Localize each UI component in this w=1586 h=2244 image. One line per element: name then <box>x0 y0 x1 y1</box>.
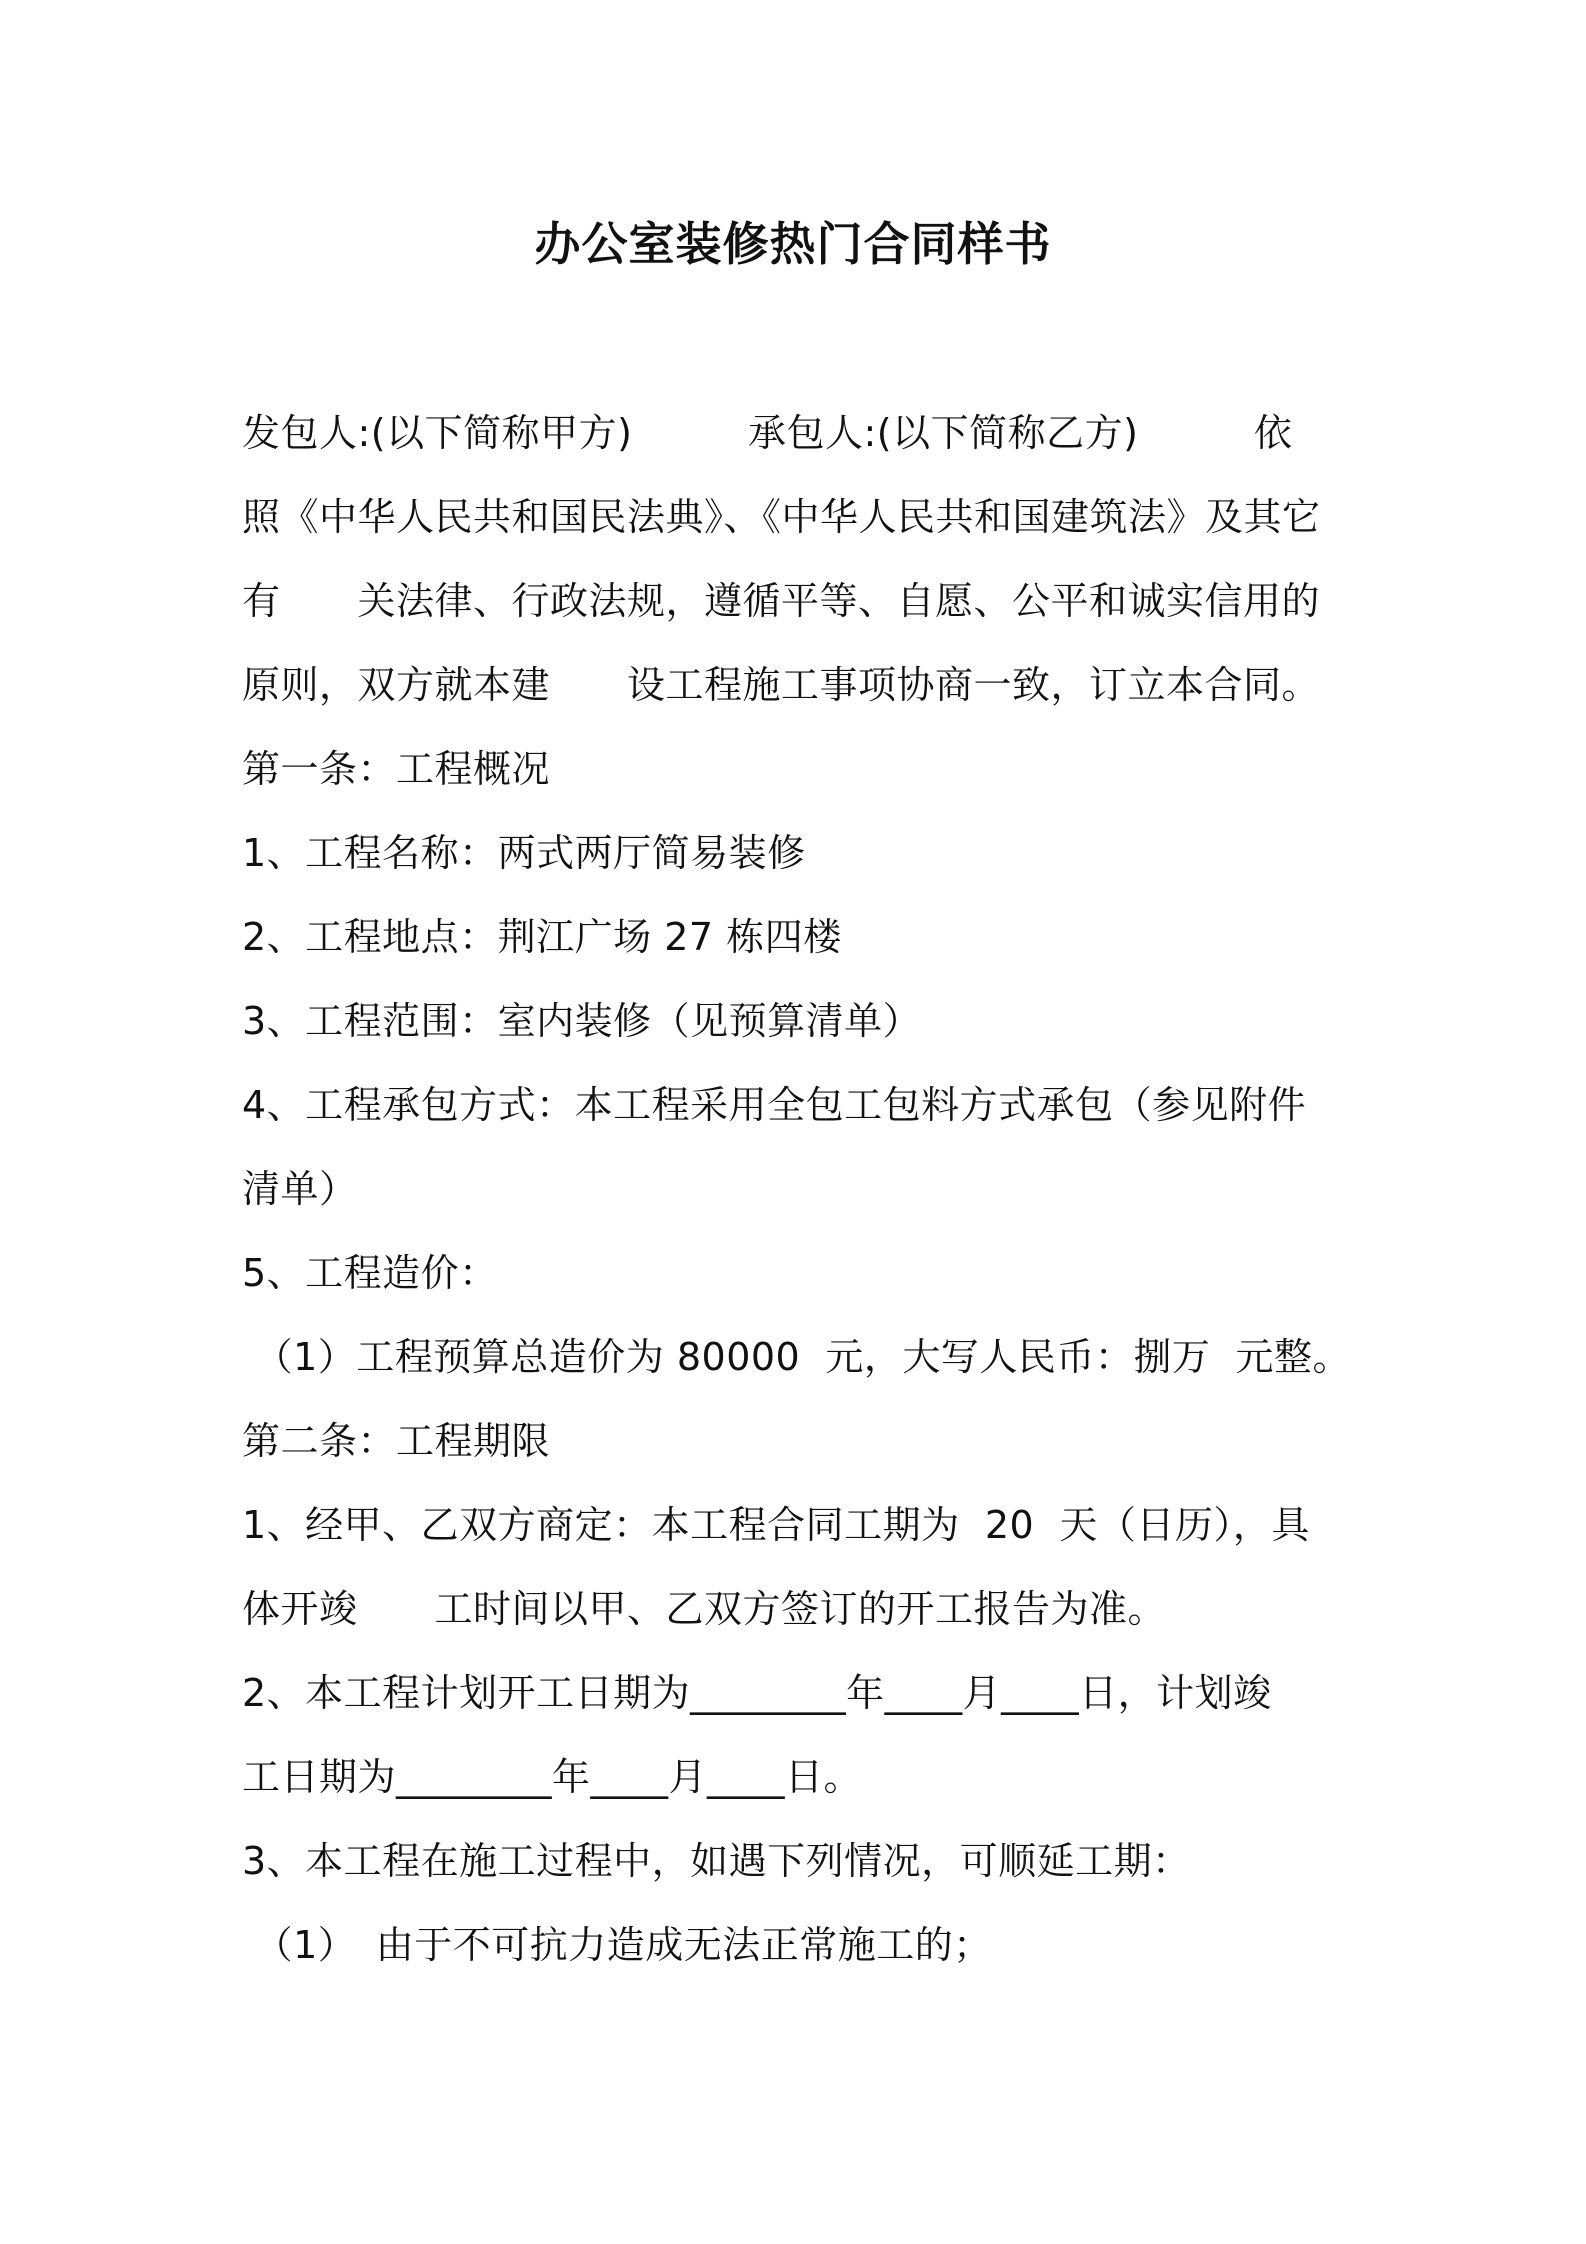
body-line-10: 清单） <box>242 1167 358 1211</box>
body-line-9: 4、工程承包方式：本工程采用全包工包料方式承包（参见附件 <box>242 1083 1307 1127</box>
section-heading-1: 第一条：工程概况 <box>242 747 551 791</box>
body-line-1: 发包人:(以下简称甲方) 承包人:(以下简称乙方) 依 <box>242 411 1293 455</box>
body-line-14: 1、经甲、乙双方商定：本工程合同工期为 20 天（日历），具 <box>242 1503 1310 1547</box>
body-line-7: 2、工程地点：荆江广场 27 栋四楼 <box>242 915 842 959</box>
body-line-3: 有 关法律、行政法规，遵循平等、自愿、公平和诚实信用的 <box>242 579 1321 623</box>
body-line-12: （1）工程预算总造价为 80000 元，大写人民币：捌万 元整。 <box>242 1335 1352 1379</box>
body-line-15: 体开竣 工时间以甲、乙双方签订的开工报告为准。 <box>242 1587 1167 1631</box>
body-line-2: 照《中华人民共和国民法典》、《中华人民共和国建筑法》及其它 <box>242 495 1321 539</box>
body-line-19: （1） 由于不可抗力造成无法正常施工的； <box>242 1923 992 1967</box>
body-line-6: 1、工程名称：两式两厅简易装修 <box>242 831 806 875</box>
body-line-11: 5、工程造价： <box>242 1251 498 1295</box>
document-title: 办公室装修热门合同样书 <box>534 217 1052 271</box>
body-line-16: 2、本工程计划开工日期为________年____月____日，计划竣 <box>242 1671 1272 1715</box>
body-line-18: 3、本工程在施工过程中，如遇下列情况，可顺延工期： <box>242 1839 1191 1883</box>
section-heading-2: 第二条：工程期限 <box>242 1419 551 1463</box>
body-line-8: 3、工程范围：室内装修（见预算清单） <box>242 999 922 1043</box>
body-line-17: 工日期为________年____月____日。 <box>242 1755 863 1799</box>
body-line-4: 原则，双方就本建 设工程施工事项协商一致，订立本合同。 <box>242 663 1321 707</box>
